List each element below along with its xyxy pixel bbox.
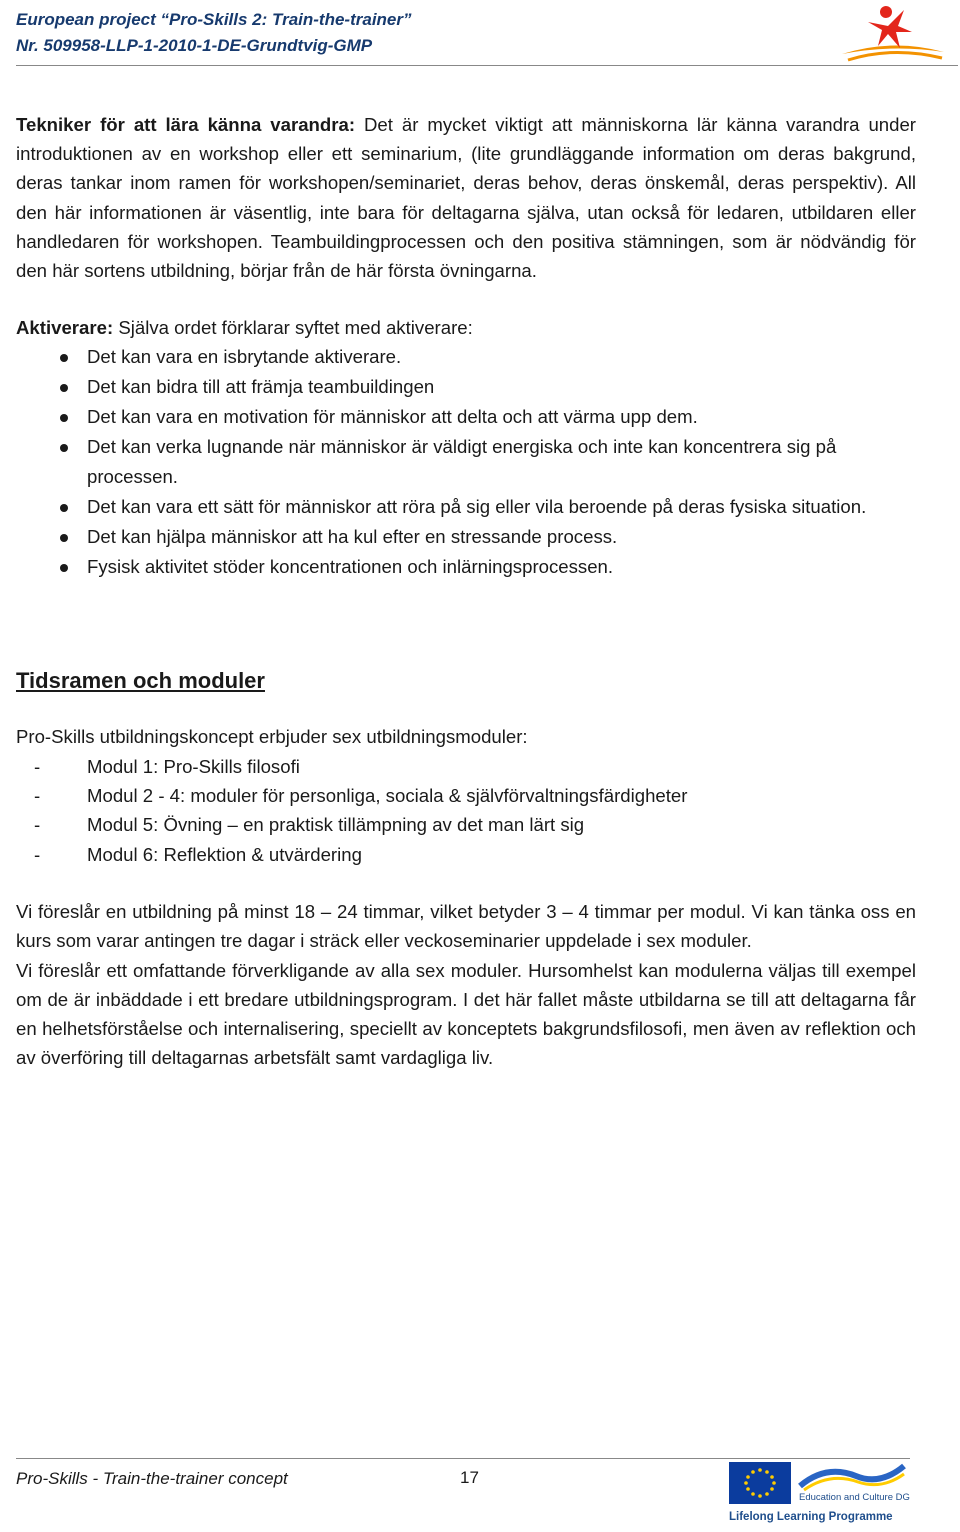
project-number: Nr. 509958-LLP-1-2010-1-DE-Grundtvig-GMP xyxy=(16,36,373,55)
footer-divider xyxy=(16,1458,910,1459)
activators-paragraph xyxy=(16,313,916,342)
activators-text: Själva ordet förklarar syftet med aktiverare: xyxy=(113,317,473,339)
pro-skills-logo-icon xyxy=(838,2,948,64)
modules-intro: Pro-Skills utbildningskoncept erbjuder sex utbildningsmoduler: xyxy=(16,726,528,748)
page-number: 17 xyxy=(460,1468,479,1487)
list-item: Det kan bidra till att främja teambuildingen xyxy=(16,372,916,402)
project-title: European project “Pro-Skills 2: Train-the-trainer” xyxy=(16,10,412,29)
list-item: Det kan hjälpa människor att ha kul efter en stressande process. xyxy=(16,522,916,552)
activators-list xyxy=(16,342,916,582)
list-item: Det kan vara ett sätt för människor att röra på sig eller vila beroende på deras fysiska situation. xyxy=(16,492,916,522)
list-item: - Modul 1: Pro-Skills filosofi xyxy=(34,755,300,777)
bullet-icon xyxy=(60,564,68,572)
footer-title: Pro-Skills - Train-the-trainer concept xyxy=(16,1469,288,1488)
page-header xyxy=(0,0,960,66)
list-item: Fysisk aktivitet stöder koncentrationen och inlärningsprocessen. xyxy=(16,552,916,582)
eu-flag-icon xyxy=(729,1462,791,1504)
list-item: - Modul 2 - 4: moduler för personliga, sociala & självförvaltningsfärdigheter xyxy=(34,785,688,807)
list-item: Det kan vara en isbrytande aktiverare. xyxy=(16,342,916,372)
list-item: - Modul 5: Övning – en praktisk tillämpning av det man lärt sig xyxy=(34,814,585,836)
bullet-icon xyxy=(60,444,68,452)
bullet-icon xyxy=(60,504,68,512)
list-item: Det kan verka lugnande när människor är väldigt energiska och inte kan koncentrera sig på processen. xyxy=(16,432,916,492)
activators-label: Aktiverare: xyxy=(16,317,114,339)
list-item: - Modul 6: Reflektion & utvärdering xyxy=(34,843,362,865)
recommendation-paragraph: Vi föreslår en utbildning på minst 18 – 24 timmar, vilket betyder 3 – 4 timmar per modul. Vi kan tänka oss en kurs som varar antingen tre dagar i sträck eller veckoseminarier uppdelade i sex moduler. xyxy=(16,901,916,952)
header-divider xyxy=(16,65,958,66)
intro-text: Det är mycket viktigt att människorna lär känna varandra under introduktionen av en workshop eller ett seminarium, (lite grundläggande information om deras bakgrund, deras tankar inom ramen för workshopen/seminariet, deras behov, deras önskemål, deras perspektiv). All den här informationen är väsentlig, inte bara för deltagarna själva, utan också för ledaren, utbildaren eller handledaren för workshopen. Teambuildingprocessen och den positiva stämningen, som är nödvändig för den här sortens utbildning, börjar från de här första övningarna. xyxy=(16,114,916,282)
intro-paragraph xyxy=(16,110,916,285)
modules-list xyxy=(16,752,916,870)
intro-label: Tekniker för att lära känna varandra: xyxy=(16,114,356,135)
bullet-icon xyxy=(60,384,68,392)
programme-label: Lifelong Learning Programme xyxy=(729,1511,893,1523)
list-item: Det kan vara en motivation för människor att delta och att värma upp dem. xyxy=(16,402,916,432)
bullet-icon xyxy=(60,534,68,542)
eu-wave-icon xyxy=(796,1460,908,1494)
section-heading: Tidsramen och moduler xyxy=(16,668,265,694)
eu-dg-label: Education and Culture DG xyxy=(799,1492,910,1503)
page-content xyxy=(16,110,916,1072)
bullet-icon xyxy=(60,414,68,422)
bullet-icon xyxy=(60,354,68,362)
implementation-paragraph: Vi föreslår ett omfattande förverkligande av alla sex moduler. Hursomhelst kan modulerna väljas till exempel om de är inbäddade i ett bredare utbildningsprogram. I det här fallet måste utbildarna se till att deltagarna får en helhetsförståelse och internalisering, speciellt av konceptets bakgrundsfilosofi, men även av reflektion och av överföring till deltagarnas arbetsfält samt vardagliga liv. xyxy=(16,959,916,1069)
